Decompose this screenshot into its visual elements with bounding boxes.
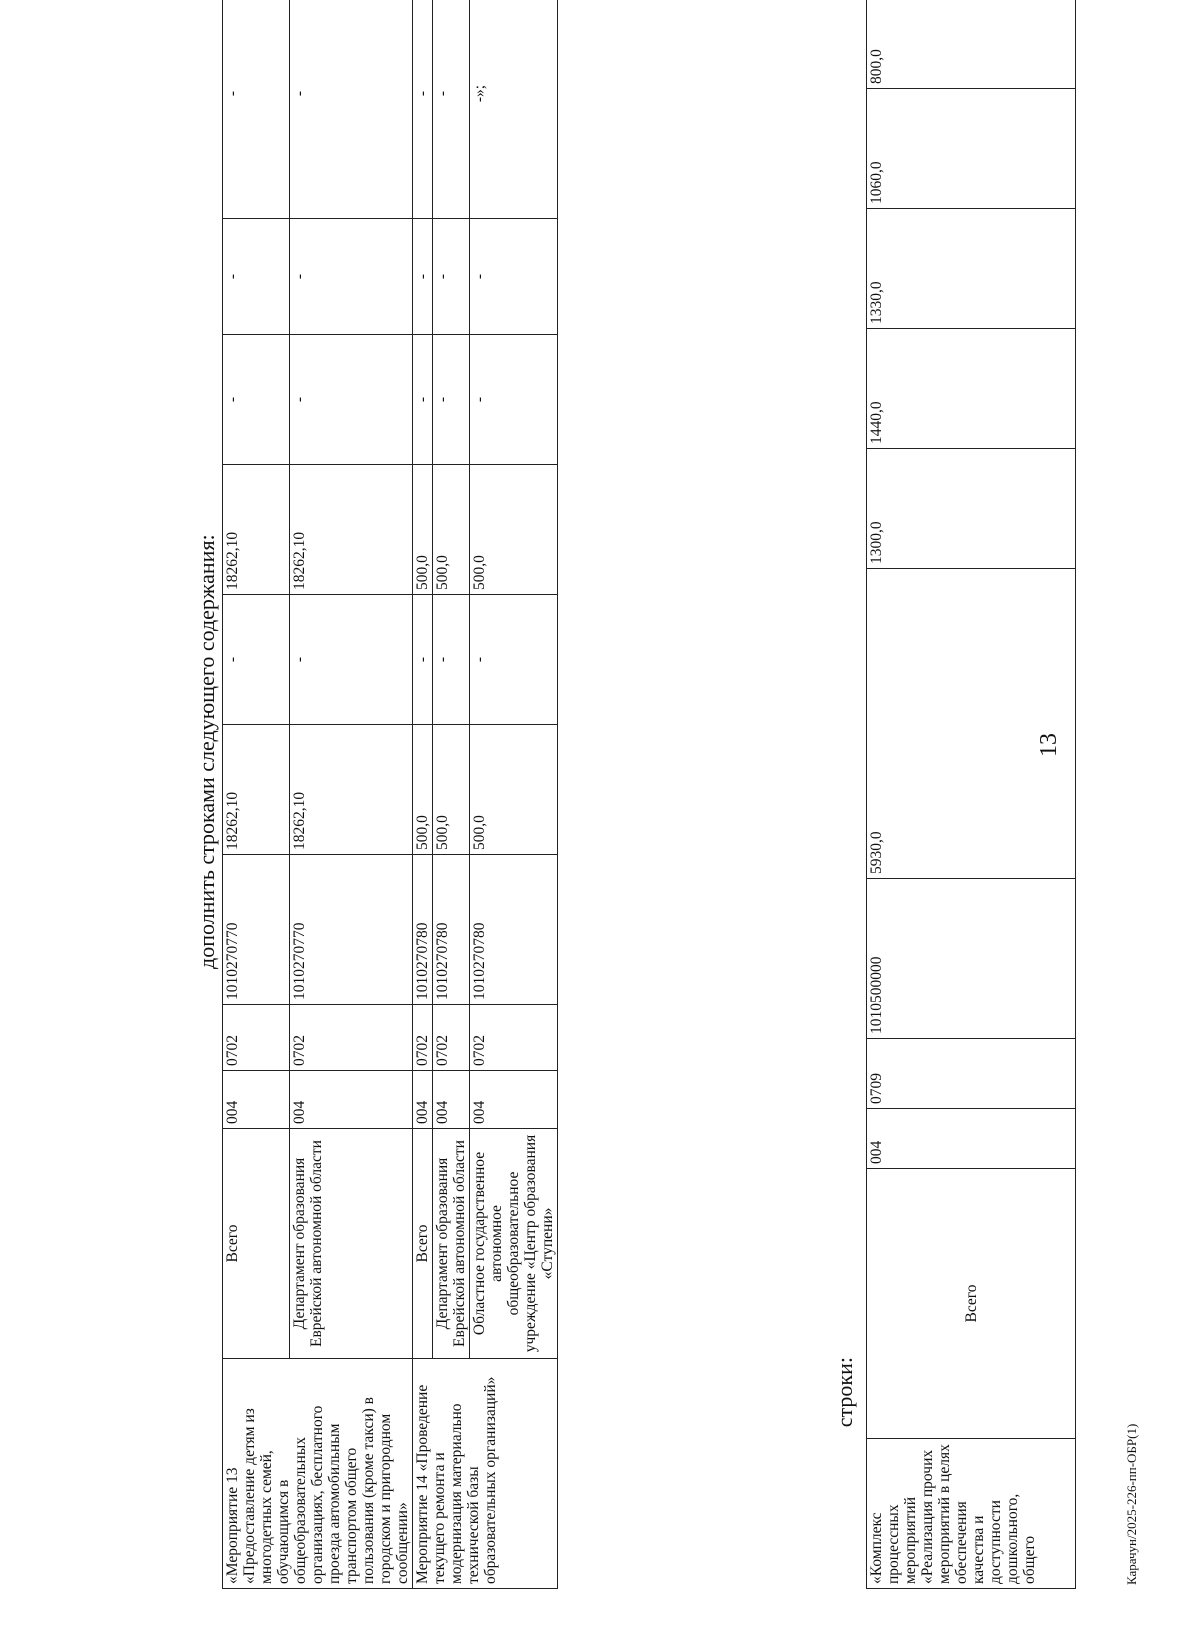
admin-cell: Всего [223,1129,290,1359]
year-cell: - [289,595,412,725]
year-cell: - [433,335,470,465]
csr-cell: 1010270780 [413,855,433,1005]
year-cell: - [470,595,558,725]
table-row [413,0,433,1589]
measure-14-name: Мероприятие 14 «Проведение текущего ремонта и модернизация материально технической базы образовательных организаций» [413,1359,558,1589]
year-cell: 1440,0 [867,329,1076,449]
grbs-cell: 004 [867,1109,1076,1169]
year-cell: - [433,219,470,335]
year-cell: - [223,219,290,335]
year-cell: 18262,10 [223,465,290,595]
total-cell: 500,0 [470,725,558,855]
year-cell: 1300,0 [867,449,1076,569]
csr-cell: 1010270780 [433,855,470,1005]
total-cell: 500,0 [413,725,433,855]
rzpr-cell: 0702 [470,1005,558,1071]
admin-cell: Всего [867,1169,1076,1439]
csr-cell: 1010270770 [223,855,290,1005]
rzpr-cell: 0702 [289,1005,412,1071]
year-cell: 1060,0 [867,89,1076,209]
table-row [223,0,290,1589]
footer-document-code: Карачун/2025-226-пп-ОБР(1) [1124,1423,1139,1585]
table-row [470,0,558,1589]
complex-name: «Комплекс процессных мероприятий «Реализация прочих мероприятий в целях обеспечения качества и доступности дошкольного, общего [867,1439,1076,1589]
year-cell: - [433,0,470,219]
measure-13-name: «Мероприятие 13 «Предоставление детям из многодетных семей, обучающимся в общеобразовательных организациях, бесплатного проезда автомобильным транспортом общего пользования (кроме такси) в городском и пригородном сообщении» [223,1359,413,1589]
total-cell: 500,0 [433,725,470,855]
year-cell: 500,0 [470,465,558,595]
csr-cell: 1010270780 [470,855,558,1005]
year-cell: - [413,219,433,335]
year-cell: - [223,595,290,725]
year-cell: - [433,595,470,725]
rzpr-cell: 0709 [867,1039,1076,1109]
year-cell: - [470,335,558,465]
year-cell: -»; [470,0,558,219]
rzpr-cell: 0702 [223,1005,290,1071]
year-cell: - [289,0,412,219]
year-cell: - [289,219,412,335]
rzpr-cell: 0702 [413,1005,433,1071]
grbs-cell: 004 [433,1071,470,1129]
admin-cell: Департамент образования Еврейской автономной области [433,1129,470,1359]
year-cell: 500,0 [433,465,470,595]
csr-cell: 1010270770 [289,855,412,1005]
total-cell: 5930,0 [867,569,1076,879]
csr-cell: 1010500000 [867,879,1076,1039]
table-row [867,569,1076,1589]
year-cell: 800,0 [867,0,1076,89]
budget-table-complex-years [866,0,1076,569]
table-row [289,0,412,1589]
year-cell: - [289,335,412,465]
rows-label: строки: [832,1357,857,1428]
year-cell: 1330,0 [867,209,1076,329]
budget-table-complex [866,568,1076,1589]
grbs-cell: 004 [413,1071,433,1129]
year-cell: - [413,595,433,725]
year-cell: - [470,219,558,335]
total-cell: 18262,10 [289,725,412,855]
grbs-cell: 004 [289,1071,412,1129]
admin-cell: Департамент образования Еврейской автономной области [289,1129,412,1359]
table-row [433,0,470,1589]
intro-text: дополнить строками следующего содержания: [194,534,219,969]
admin-cell: Областное государственное автономное общеобразовательное учреждение «Центр образования «Ступени» [470,1129,558,1359]
year-cell: - [223,335,290,465]
year-cell: 18262,10 [289,465,412,595]
budget-table-added-rows [222,0,558,1589]
year-cell: 500,0 [413,465,433,595]
table-row [867,0,1076,569]
grbs-cell: 004 [223,1071,290,1129]
rzpr-cell: 0702 [433,1005,470,1071]
year-cell: - [413,0,433,219]
total-cell: 18262,10 [223,725,290,855]
year-cell: - [413,335,433,465]
grbs-cell: 004 [470,1071,558,1129]
year-cell: - [223,0,290,219]
page-number: 13 [1036,733,1062,757]
admin-cell: Всего [413,1129,433,1359]
